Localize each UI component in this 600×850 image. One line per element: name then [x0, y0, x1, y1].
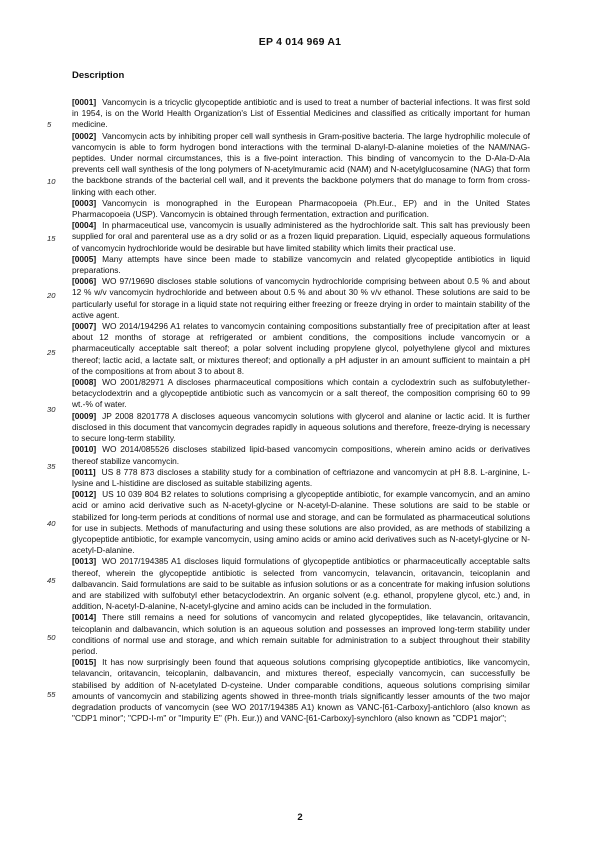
- paragraph-text: WO 2017/194385 A1 discloses liquid formulations of glycopeptide antibiotics or pharmaceutically acceptable salts thereof, wherein the glycopeptide antibiotic is selected from vancomycin, telavancin, oritavancin, teicoplanin and dalbavancin. Said formulations are said to be suitable as infusion solutions or as a concentrate for making infusion solutions and are stabilized with sulfobutyl ether betacyclodextrin. An organic solvent (e.g. ethanol, propylene glycol, etc.) and, in addition, N-acetyl-D-alanine, N-acetyl-glycine and amino acids can be included in the formulation.: [72, 556, 530, 612]
- description-body: [72, 97, 530, 724]
- paragraph-number: [0001]: [72, 97, 97, 107]
- line-number: 45: [47, 576, 56, 585]
- paragraph-0004: [72, 220, 530, 254]
- line-number: 25: [47, 348, 56, 357]
- page-number: 2: [297, 812, 303, 823]
- paragraph-0010: [72, 444, 530, 466]
- paragraph-number: [0015]: [72, 657, 97, 668]
- line-number: 30: [47, 405, 56, 414]
- paragraph-number: [0008]: [72, 377, 97, 388]
- document-header: EP 4 014 969 A1: [258, 36, 342, 48]
- line-number: 15: [47, 234, 56, 243]
- paragraph-text: WO 2001/82971 A discloses pharmaceutical compositions which contain a cyclodextrin such as sulfobutylether-betacyclodextrin and a glycopeptide antibiotic such as vancomycin or a salt thereof, the composition comprising 60 to 99 wt.-% of water.: [72, 377, 530, 410]
- line-number: 10: [47, 177, 56, 186]
- line-number: 50: [47, 633, 56, 642]
- paragraph-0012: [72, 489, 530, 556]
- line-number: 20: [47, 291, 56, 300]
- paragraph-0009: [72, 411, 530, 445]
- paragraph-0006: [72, 276, 530, 321]
- paragraph-number: [0012]: [72, 489, 97, 500]
- paragraph-number: [0002]: [72, 130, 97, 141]
- paragraph-0013: [72, 556, 530, 612]
- paragraph-text: Vancomycin is monographed in the European Pharmacopoeia (Ph.Eur., EP) and in the United States Pharmacopoeia (USP). Vancomycin is obtained through fermentation, extraction and purification.: [72, 197, 530, 220]
- paragraph-text: WO 2014/085526 discloses stabilized lipid-based vancomycin compositions, wherein amino acids or derivatives thereof stabilize vancomycin.: [72, 444, 530, 466]
- paragraph-number: [0005]: [72, 253, 97, 264]
- paragraph-text: Vancomycin is a tricyclic glycopeptide antibiotic and is used to treat a number of bacterial infections. It was first sold in 1954, is on the World Health Organization's List of Essential Medicines and classified as critically important for human medicine.: [72, 97, 530, 130]
- paragraph-0015: [72, 657, 530, 724]
- paragraph-number: [0009]: [72, 410, 97, 421]
- paragraph-0001: [72, 97, 530, 131]
- line-number: 40: [47, 519, 56, 528]
- paragraph-0002: [72, 131, 530, 198]
- paragraph-number: [0003]: [72, 197, 97, 208]
- paragraph-text: US 8 778 873 discloses a stability study for a combination of ceftriazone and vancomycin at pH 8.8. L-arginine, L-lysine and L-histidine are disclosed as suitable stabilizing agents.: [72, 466, 530, 488]
- paragraph-text: There still remains a need for solutions of vancomycin and related glycopeptides, like telavancin, oritavancin, teicoplanin and dalbavancin, which solution is an aqueous solution and possesses an improved long-term stability under conditions of normal use and storage, and which remain suitable for administration to a subject throughout their stability period.: [72, 612, 530, 656]
- paragraph-text: In pharmaceutical use, vancomycin is usually administered as the hydrochloride salt. This salt has previously been supplied for oral and parenteral use as a dry solid or as a frozen liquid preparation. Liquid, especially aqueous formulations of vancomycin hydrochloride would be desirable but have limited stability which limits their practical use.: [72, 220, 530, 253]
- line-number: 35: [47, 462, 56, 471]
- section-title: Description: [72, 70, 125, 81]
- paragraph-text: Many attempts have since been made to stabilize vancomycin and related glycopeptide antibiotics in liquid preparations.: [72, 253, 530, 276]
- paragraph-text: WO 2014/194296 A1 relates to vancomycin containing compositions substantially free of precipitation after at least about 12 months of storage at refrigerated or ambient conditions, the compositions include vancomycin or a pharmaceutically acceptable salt thereof; a polar solvent including propylene glycol, polyethylene glycol and mixtures thereof; lactic acid, a lactate salt, or mixtures thereof; and optionally a pH adjuster in an amount sufficient to maintain a pH of the compositions at from about 3 to about 8.: [72, 321, 530, 376]
- paragraph-number: [0004]: [72, 220, 97, 231]
- paragraph-text: Vancomycin acts by inhibiting proper cell wall synthesis in Gram-positive bacteria. The large hydrophilic molecule of vancomycin is able to form hydrogen bond interactions with the terminal D-alanyl-D-alanine moieties of the NAM/NAG-peptides. Under normal circumstances, this is a five-point interaction. This binding of vancomycin to the D-Ala-D-Ala prevents cell wall synthesis of the long polymers of N-acetylmuramic acid (NAM) and N-acetylglucosamine (NAG) that form the backbone strands of the bacterial cell wall, and it prevents the backbone polymers that do manage to form from cross-linking with each other.: [72, 130, 530, 197]
- paragraph-0007: [72, 321, 530, 377]
- paragraph-text: JP 2008 8201778 A discloses aqueous vancomycin solutions with glycerol and alanine or lactic acid. It is further disclosed in this document that vancomycin degrades rapidly in aqueous solutions and therefore, freeze-drying is necessary to secure long-term stability.: [72, 410, 530, 444]
- paragraph-text: WO 97/19690 discloses stable solutions of vancomycin hydrochloride comprising between about 0.5 % and about 12 % w/v vancomycin hydrochloride and between about 0.5 % and about 30 % v/v ethanol. These solutions are said to be particularly useful for storage in a liquid state not requiring either freezing or freeze drying in order to maintain stability of the active agent.: [72, 276, 530, 320]
- paragraph-0003: [72, 198, 530, 220]
- line-number: 55: [47, 690, 56, 699]
- paragraph-number: [0013]: [72, 556, 97, 567]
- paragraph-0008: [72, 377, 530, 411]
- paragraph-text: US 10 039 804 B2 relates to solutions comprising a glycopeptide antibiotic, for example vancomycin, and an amino acid or amino acid derivative such as N-acetyl-glycine or N-acetyl-D-alanine. These solutions are said to be stable or stabilized for long-term periods at conditions of normal use and storage, and can be formulated as pharmaceutical solutions for use in subjects. Methods of manufacturing and using these solutions are also provided, as are methods of stabilizing a glycopeptide antibiotic, for example vancomycin, using amino acids or amino acid derivatives such as N-acetyl-glycine or N-acetyl-D-alanine.: [72, 489, 530, 556]
- paragraph-0011: [72, 467, 530, 489]
- paragraph-number: [0014]: [72, 612, 97, 623]
- line-number: 5: [47, 120, 52, 129]
- paragraph-number: [0006]: [72, 276, 97, 287]
- paragraph-text: It has now surprisingly been found that aqueous solutions comprising glycopeptide antibiotics, like vancomycin, telavancin, oritavancin, teicoplanin, dalbavancin, and mixtures thereof, especially vancomycin, can successfully be stabilised by addition of N-acetylated D-cysteine. Under comparable conditions, aqueous solutions comprising similar amounts of vancomycin and stabilizing agents showed in three-month trials significantly lesser amounts of the two major degradation products of vancomycin (see WO 2017/194385 A1) known as VANC-[61-Carboxy]-antichloro (also known as "CDP1 minor"; "CPD-I-m" or "Impurity E" (Ph. Eur.)) and VANC-[61-Carboxy]-synchloro (also known as "CDP1 major";: [72, 657, 530, 724]
- paragraph-0014: [72, 612, 530, 657]
- paragraph-number: [0010]: [72, 444, 97, 455]
- paragraph-0005: [72, 254, 530, 276]
- paragraph-number: [0011]: [72, 466, 96, 477]
- paragraph-number: [0007]: [72, 321, 97, 332]
